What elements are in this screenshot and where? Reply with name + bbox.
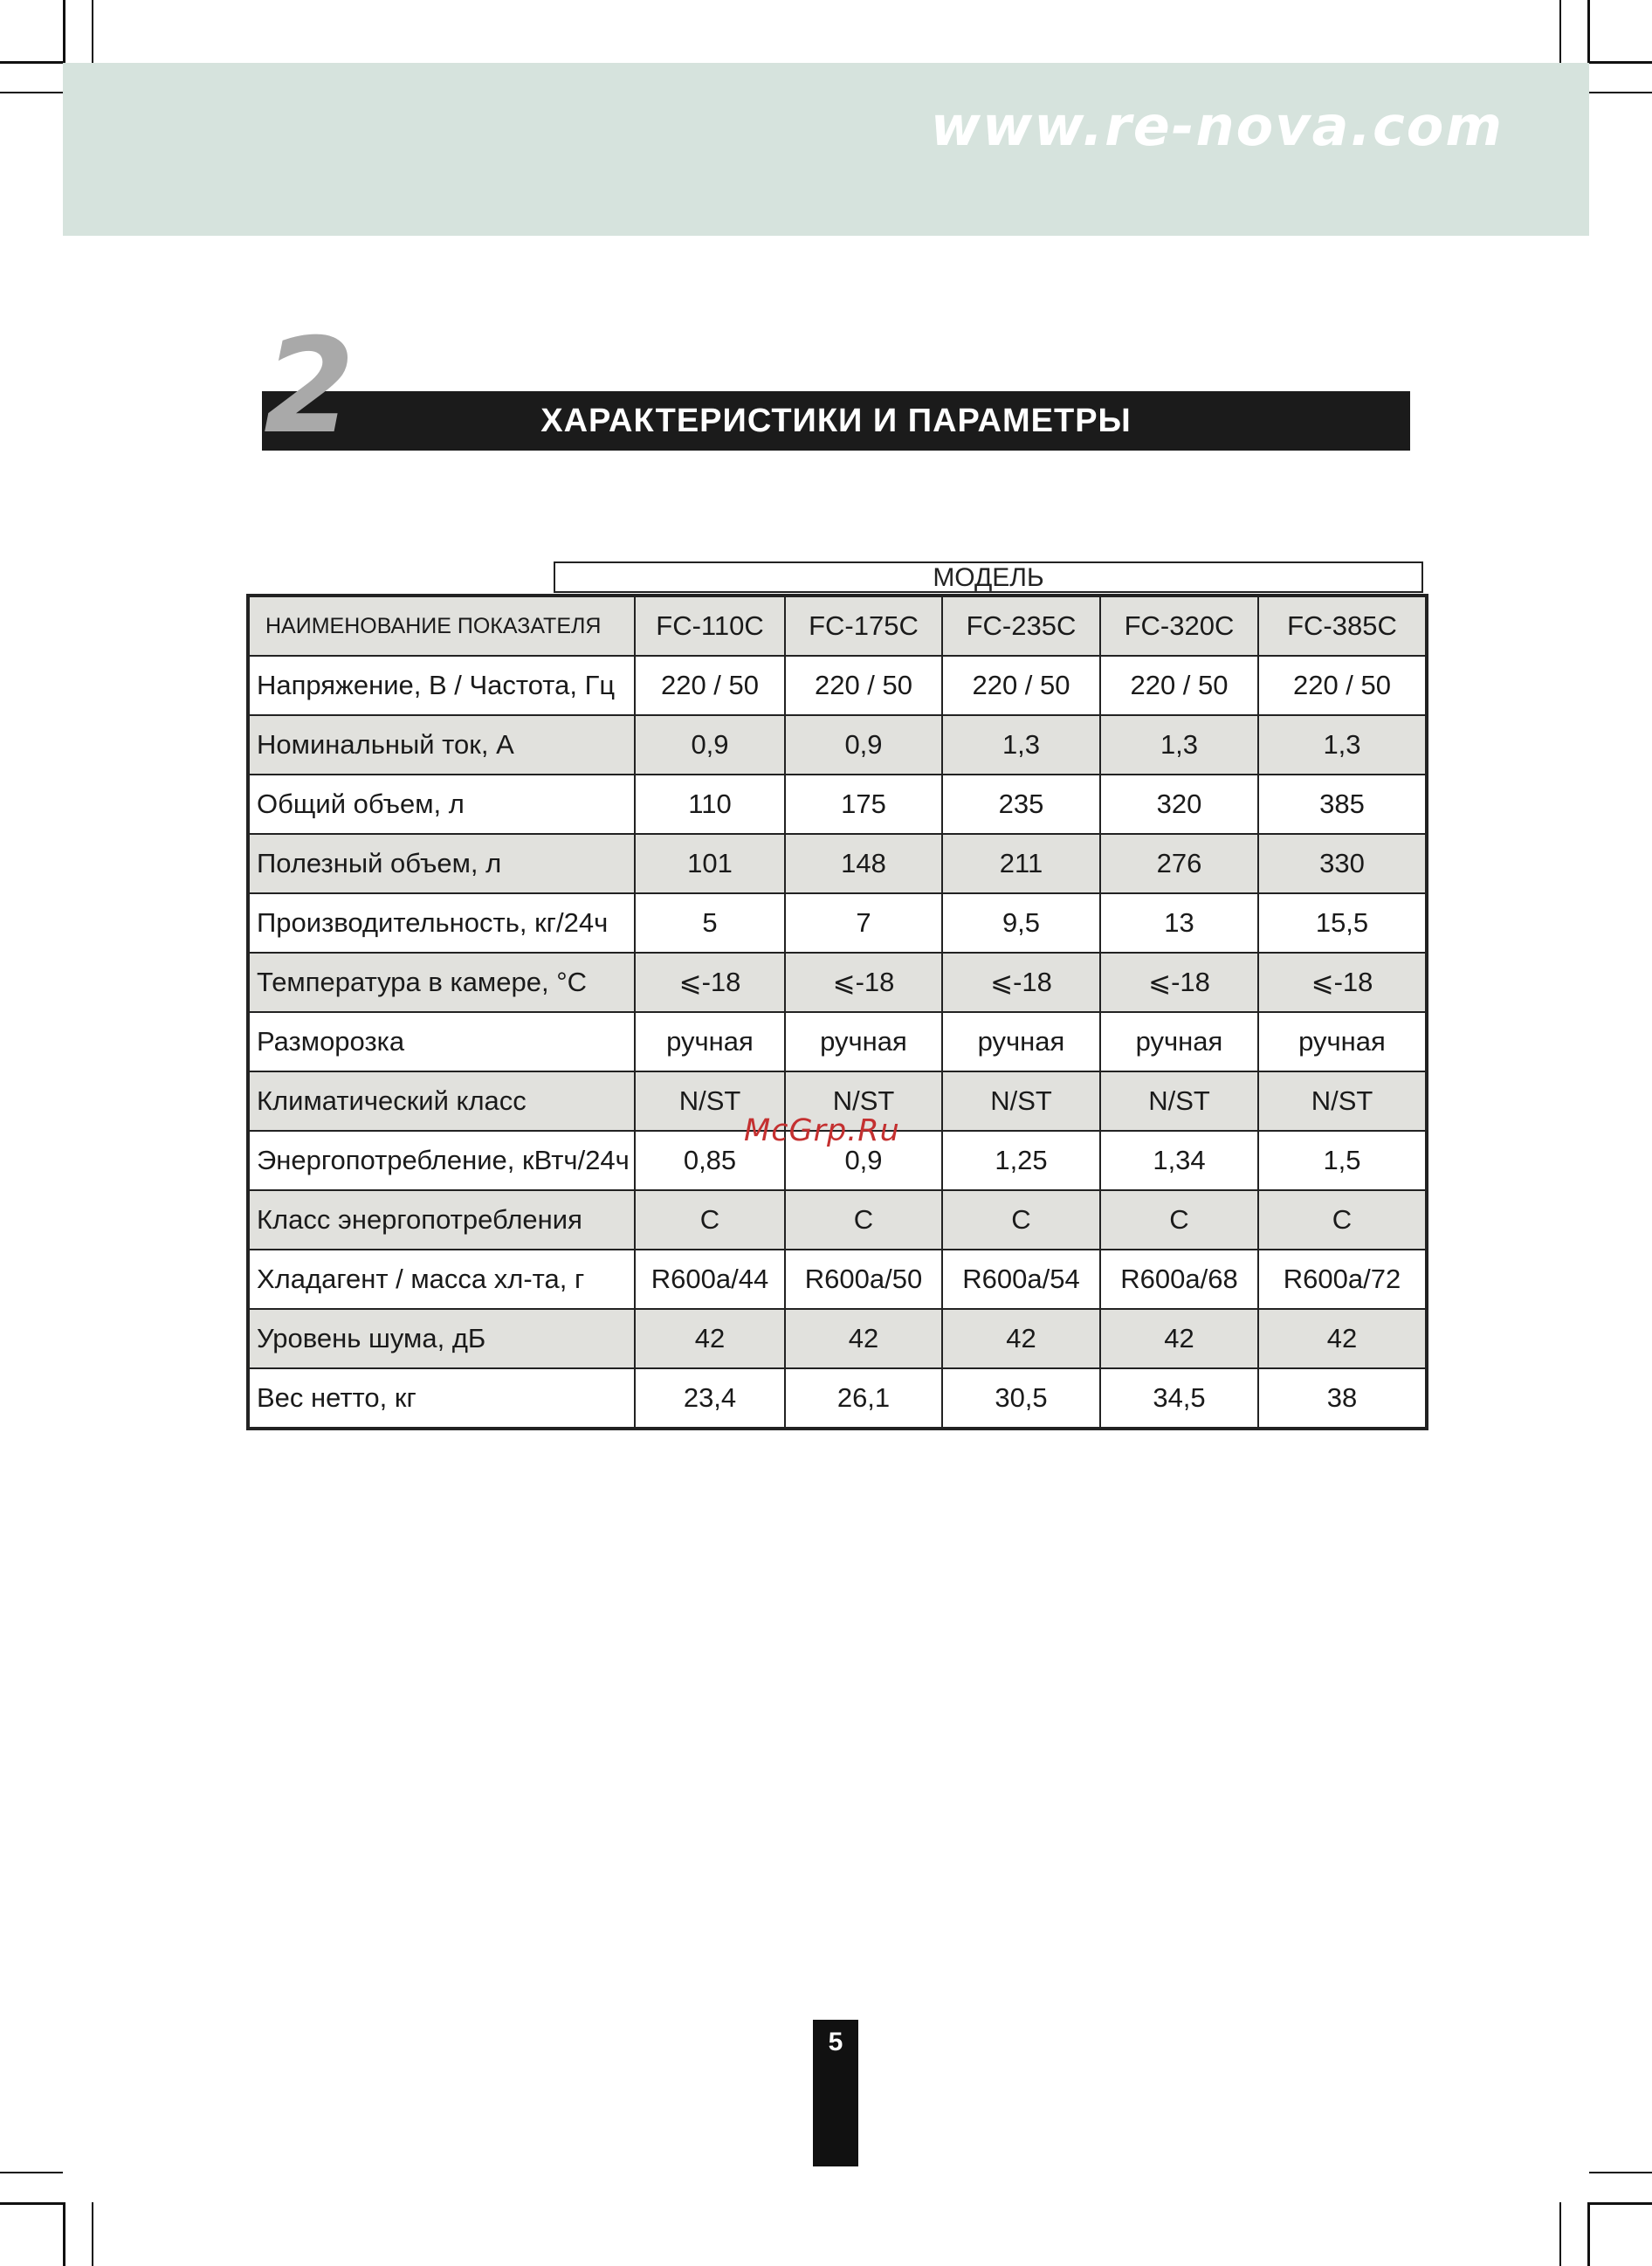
table-row <box>248 893 1427 953</box>
table-cell: ⩽-18 <box>785 953 942 1012</box>
row-label: Энергопотребление, кВтч/24ч <box>248 1131 635 1190</box>
table-cell: 15,5 <box>1258 893 1427 953</box>
table-cell: 220 / 50 <box>1100 656 1258 715</box>
row-label: Климатический класс <box>248 1071 635 1131</box>
crop-mark <box>63 2202 65 2266</box>
table-cell: R600a/72 <box>1258 1250 1427 1309</box>
table-cell: ручная <box>1258 1012 1427 1071</box>
table-cell: 235 <box>942 775 1100 834</box>
table-cell: 385 <box>1258 775 1427 834</box>
crop-mark <box>0 2172 63 2173</box>
page-number: 5 <box>828 2028 843 2056</box>
table-cell: 38 <box>1258 1368 1427 1429</box>
table-cell: 0,9 <box>785 1131 942 1190</box>
row-label: Напряжение, В / Частота, Гц <box>248 656 635 715</box>
column-header-model: FC-175C <box>785 596 942 656</box>
crop-mark <box>63 0 65 63</box>
table-cell: 330 <box>1258 834 1427 893</box>
table-cell: 211 <box>942 834 1100 893</box>
table-cell: ручная <box>635 1012 785 1071</box>
table-cell: 1,25 <box>942 1131 1100 1190</box>
table-cell: 0,85 <box>635 1131 785 1190</box>
crop-mark <box>1587 0 1590 63</box>
table-cell: 42 <box>785 1309 942 1368</box>
table-cell: 13 <box>1100 893 1258 953</box>
row-label: Производительность, кг/24ч <box>248 893 635 953</box>
column-header-parameter: НАИМЕНОВАНИЕ ПОКАЗАТЕЛЯ <box>248 596 635 656</box>
table-cell: N/ST <box>1258 1071 1427 1131</box>
crop-mark <box>92 2202 93 2266</box>
table-cell: 0,9 <box>785 715 942 775</box>
section-number: 2 <box>264 311 355 463</box>
table-cell: R600a/50 <box>785 1250 942 1309</box>
table-cell: 1,5 <box>1258 1131 1427 1190</box>
column-header-model: FC-235C <box>942 596 1100 656</box>
table-cell: ручная <box>1100 1012 1258 1071</box>
table-cell: 110 <box>635 775 785 834</box>
row-label: Температура в камере, °С <box>248 953 635 1012</box>
row-label: Вес нетто, кг <box>248 1368 635 1429</box>
table-cell: 220 / 50 <box>1258 656 1427 715</box>
row-label: Класс энергопотребления <box>248 1190 635 1250</box>
table-row <box>248 715 1427 775</box>
website-url: www.re-nova.com <box>930 94 1504 158</box>
crop-mark <box>1589 61 1652 64</box>
crop-mark <box>1589 2172 1652 2173</box>
table-cell: 1,34 <box>1100 1131 1258 1190</box>
table-cell: 1,3 <box>1258 715 1427 775</box>
table-cell: 5 <box>635 893 785 953</box>
column-header-model: FC-320C <box>1100 596 1258 656</box>
row-label: Полезный объем, л <box>248 834 635 893</box>
table-cell: 0,9 <box>635 715 785 775</box>
table-cell: R600a/68 <box>1100 1250 1258 1309</box>
row-label: Разморозка <box>248 1012 635 1071</box>
table-cell: N/ST <box>785 1071 942 1131</box>
table-header-row <box>248 596 1427 656</box>
table-cell: R600a/54 <box>942 1250 1100 1309</box>
crop-mark <box>0 92 63 93</box>
table-cell: 42 <box>942 1309 1100 1368</box>
table-cell: ⩽-18 <box>1258 953 1427 1012</box>
table-cell: C <box>785 1190 942 1250</box>
table-cell: ⩽-18 <box>635 953 785 1012</box>
table-cell: N/ST <box>942 1071 1100 1131</box>
row-label: Номинальный ток, А <box>248 715 635 775</box>
table-cell: 42 <box>635 1309 785 1368</box>
crop-mark <box>1589 92 1652 93</box>
table-cell: 175 <box>785 775 942 834</box>
table-cell: 23,4 <box>635 1368 785 1429</box>
crop-mark <box>1559 2202 1561 2266</box>
table-row <box>248 1368 1427 1429</box>
table-cell: 42 <box>1100 1309 1258 1368</box>
crop-mark <box>1559 0 1561 63</box>
row-label: Хладагент / масса хл-та, г <box>248 1250 635 1309</box>
table-row <box>248 834 1427 893</box>
crop-mark <box>0 2202 63 2205</box>
row-label: Общий объем, л <box>248 775 635 834</box>
table-cell: C <box>1100 1190 1258 1250</box>
table-cell: 1,3 <box>942 715 1100 775</box>
table-cell: N/ST <box>1100 1071 1258 1131</box>
table-cell: 220 / 50 <box>635 656 785 715</box>
table-cell: 26,1 <box>785 1368 942 1429</box>
table-cell: 276 <box>1100 834 1258 893</box>
table-cell: 320 <box>1100 775 1258 834</box>
column-header-model: FC-385C <box>1258 596 1427 656</box>
table-cell: C <box>942 1190 1100 1250</box>
crop-mark <box>1587 2202 1590 2266</box>
table-cell: ручная <box>942 1012 1100 1071</box>
crop-mark <box>92 0 93 63</box>
model-header: МОДЕЛЬ <box>554 561 1423 593</box>
table-cell: 220 / 50 <box>942 656 1100 715</box>
table-cell: 42 <box>1258 1309 1427 1368</box>
section-title: ХАРАКТЕРИСТИКИ И ПАРАМЕТРЫ <box>540 403 1132 439</box>
table-row <box>248 775 1427 834</box>
table-cell: ⩽-18 <box>1100 953 1258 1012</box>
table-row <box>248 1309 1427 1368</box>
table-cell: 7 <box>785 893 942 953</box>
table-row <box>248 656 1427 715</box>
table-cell: ⩽-18 <box>942 953 1100 1012</box>
table-cell: ручная <box>785 1012 942 1071</box>
table-cell: C <box>1258 1190 1427 1250</box>
table-row <box>248 953 1427 1012</box>
table-cell: 101 <box>635 834 785 893</box>
table-cell: 220 / 50 <box>785 656 942 715</box>
crop-mark <box>1589 2202 1652 2205</box>
row-label: Уровень шума, дБ <box>248 1309 635 1368</box>
watermark: McGrp.Ru <box>744 1113 900 1148</box>
table-row <box>248 1250 1427 1309</box>
specifications-table <box>246 594 1428 1430</box>
table-row <box>248 1012 1427 1071</box>
table-cell: 30,5 <box>942 1368 1100 1429</box>
table-cell: C <box>635 1190 785 1250</box>
table-cell: 148 <box>785 834 942 893</box>
table-cell: 9,5 <box>942 893 1100 953</box>
table-cell: 1,3 <box>1100 715 1258 775</box>
table-cell: N/ST <box>635 1071 785 1131</box>
column-header-model: FC-110C <box>635 596 785 656</box>
table-cell: 34,5 <box>1100 1368 1258 1429</box>
table-cell: R600a/44 <box>635 1250 785 1309</box>
table-row <box>248 1190 1427 1250</box>
crop-mark <box>0 61 63 64</box>
